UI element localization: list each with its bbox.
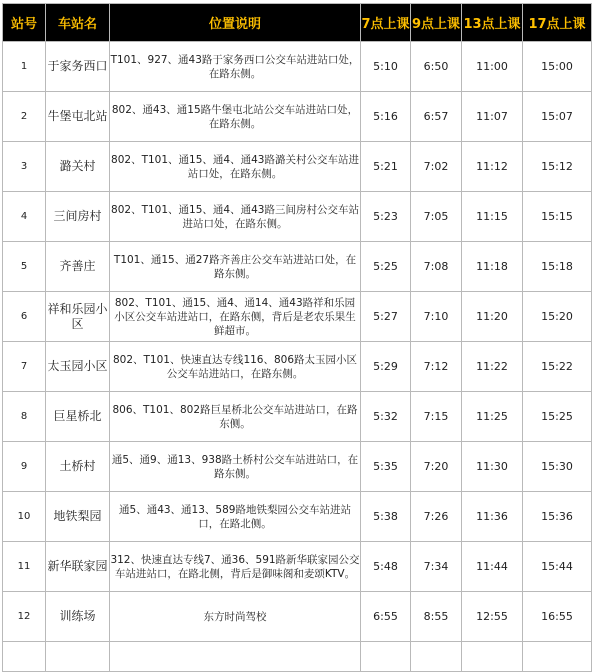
cut-off-cell	[3, 642, 46, 672]
station-number: 5	[3, 242, 46, 292]
time-9am: 7:34	[411, 542, 462, 592]
location-description: 802、T101、通15、通4、通43路潞关村公交车站进站口处，在路东侧。	[110, 142, 361, 192]
table-row-partial	[3, 642, 592, 672]
station-name: 土桥村	[46, 442, 110, 492]
table-row	[3, 192, 592, 242]
table-row	[3, 392, 592, 442]
station-name: 齐善庄	[46, 242, 110, 292]
location-description: 东方时尚驾校	[110, 592, 361, 642]
cut-off-cell	[523, 642, 592, 672]
header-9am-class: 9点上课	[411, 4, 462, 42]
table-row	[3, 342, 592, 392]
cut-off-cell	[110, 642, 361, 672]
location-description: 312、快速直达专线7、通36、591路新华联家园公交车站进站口，在路北侧，背后是御味阁和麦颂KTV。	[110, 542, 361, 592]
header-row	[3, 4, 592, 42]
time-7am: 5:32	[361, 392, 411, 442]
table-row	[3, 142, 592, 192]
time-9am: 7:26	[411, 492, 462, 542]
time-7am: 5:16	[361, 92, 411, 142]
location-description: T101、927、通43路于家务西口公交车站进站口处，在路东侧。	[110, 42, 361, 92]
location-description: 802、T101、通15、通4、通43路三间房村公交车站进站口处，在路东侧。	[110, 192, 361, 242]
time-1pm: 11:22	[462, 342, 523, 392]
station-name: 于家务西口	[46, 42, 110, 92]
time-9am: 7:20	[411, 442, 462, 492]
time-1pm: 12:55	[462, 592, 523, 642]
station-number: 3	[3, 142, 46, 192]
station-name: 三间房村	[46, 192, 110, 242]
table-row	[3, 242, 592, 292]
time-1pm: 11:20	[462, 292, 523, 342]
station-name: 训练场	[46, 592, 110, 642]
time-5pm: 15:07	[523, 92, 592, 142]
location-description: 806、T101、802路巨星桥北公交车站进站口，在路东侧。	[110, 392, 361, 442]
time-7am: 5:38	[361, 492, 411, 542]
table-row	[3, 292, 592, 342]
time-7am: 5:48	[361, 542, 411, 592]
station-number: 12	[3, 592, 46, 642]
time-9am: 8:55	[411, 592, 462, 642]
station-number: 1	[3, 42, 46, 92]
time-7am: 5:25	[361, 242, 411, 292]
station-number: 11	[3, 542, 46, 592]
location-description: 802、T101、通15、通4、通14、通43路祥和乐园小区公交车站进站口，在路东侧，背后是老农乐果生鲜超市。	[110, 292, 361, 342]
time-1pm: 11:18	[462, 242, 523, 292]
cut-off-cell	[361, 642, 411, 672]
table-row	[3, 492, 592, 542]
time-5pm: 15:36	[523, 492, 592, 542]
time-9am: 6:50	[411, 42, 462, 92]
station-number: 6	[3, 292, 46, 342]
table-row	[3, 542, 592, 592]
header-5pm-class: 17点上课	[523, 4, 592, 42]
cut-off-cell	[462, 642, 523, 672]
station-name: 新华联家园	[46, 542, 110, 592]
time-9am: 7:05	[411, 192, 462, 242]
station-name: 潞关村	[46, 142, 110, 192]
location-description: 通5、通9、通13、938路土桥村公交车站进站口，在路东侧。	[110, 442, 361, 492]
station-number: 7	[3, 342, 46, 392]
time-5pm: 15:18	[523, 242, 592, 292]
cut-off-cell	[411, 642, 462, 672]
time-7am: 5:35	[361, 442, 411, 492]
location-description: T101、通15、通27路齐善庄公交车站进站口处，在路东侧。	[110, 242, 361, 292]
time-9am: 7:15	[411, 392, 462, 442]
station-number: 10	[3, 492, 46, 542]
station-name: 巨星桥北	[46, 392, 110, 442]
station-name: 太玉园小区	[46, 342, 110, 392]
time-5pm: 15:22	[523, 342, 592, 392]
time-5pm: 15:20	[523, 292, 592, 342]
time-1pm: 11:36	[462, 492, 523, 542]
location-description: 通5、通43、通13、589路地铁梨园公交车站进站口，在路北侧。	[110, 492, 361, 542]
time-5pm: 15:12	[523, 142, 592, 192]
time-5pm: 15:44	[523, 542, 592, 592]
header-station-number: 站号	[3, 4, 46, 42]
time-9am: 7:12	[411, 342, 462, 392]
header-1pm-class: 13点上课	[462, 4, 523, 42]
time-7am: 5:23	[361, 192, 411, 242]
time-5pm: 16:55	[523, 592, 592, 642]
location-description: 802、通43、通15路牛堡屯北站公交车站进站口处，在路东侧。	[110, 92, 361, 142]
time-9am: 7:10	[411, 292, 462, 342]
time-7am: 5:27	[361, 292, 411, 342]
time-7am: 5:29	[361, 342, 411, 392]
cut-off-cell	[46, 642, 110, 672]
time-5pm: 15:15	[523, 192, 592, 242]
time-7am: 6:55	[361, 592, 411, 642]
station-number: 8	[3, 392, 46, 442]
time-5pm: 15:00	[523, 42, 592, 92]
location-description: 802、T101、快速直达专线116、806路太玉园小区公交车站进站口，在路东侧。	[110, 342, 361, 392]
bus-schedule-table	[2, 3, 592, 672]
station-name: 祥和乐园小区	[46, 292, 110, 342]
station-number: 2	[3, 92, 46, 142]
time-1pm: 11:00	[462, 42, 523, 92]
time-1pm: 11:44	[462, 542, 523, 592]
time-5pm: 15:25	[523, 392, 592, 442]
header-location-description: 位置说明	[110, 4, 361, 42]
time-1pm: 11:30	[462, 442, 523, 492]
station-name: 地铁梨园	[46, 492, 110, 542]
time-1pm: 11:25	[462, 392, 523, 442]
time-9am: 7:08	[411, 242, 462, 292]
station-number: 4	[3, 192, 46, 242]
table-row	[3, 92, 592, 142]
time-1pm: 11:07	[462, 92, 523, 142]
time-7am: 5:21	[361, 142, 411, 192]
time-9am: 7:02	[411, 142, 462, 192]
table-row	[3, 42, 592, 92]
table-row	[3, 592, 592, 642]
time-7am: 5:10	[361, 42, 411, 92]
time-1pm: 11:12	[462, 142, 523, 192]
station-name: 牛堡屯北站	[46, 92, 110, 142]
table-row	[3, 442, 592, 492]
header-7am-class: 7点上课	[361, 4, 411, 42]
station-number: 9	[3, 442, 46, 492]
header-station-name: 车站名	[46, 4, 110, 42]
time-1pm: 11:15	[462, 192, 523, 242]
time-5pm: 15:30	[523, 442, 592, 492]
time-9am: 6:57	[411, 92, 462, 142]
